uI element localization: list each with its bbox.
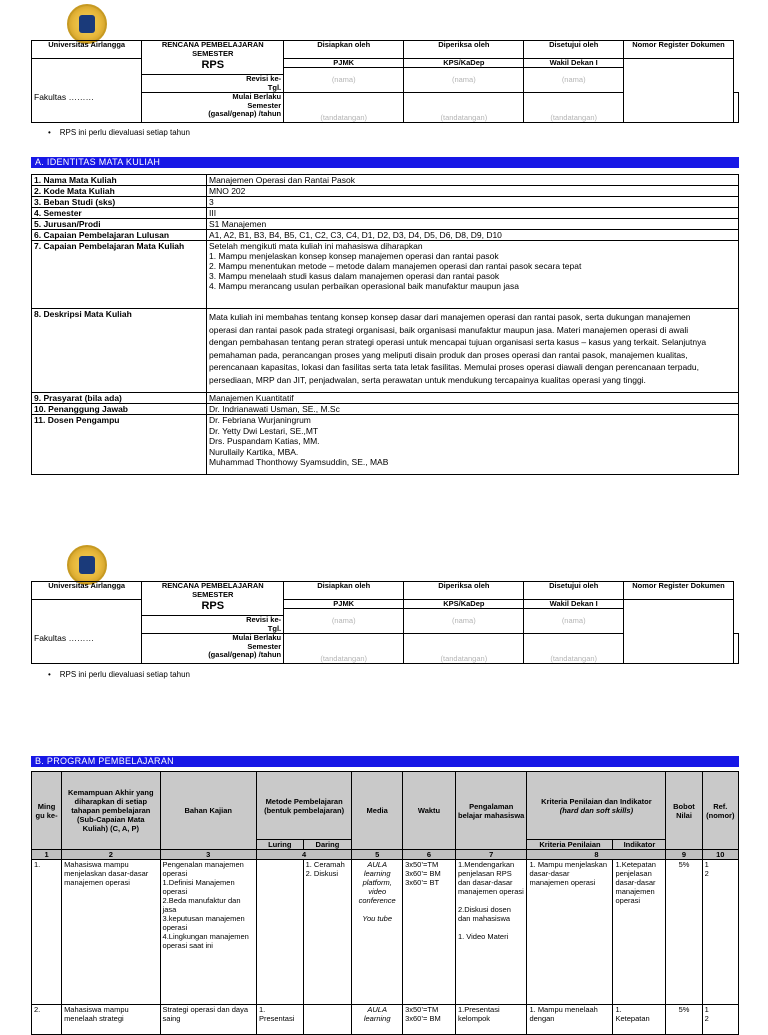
- col-kemampuan: Kemampuan Akhir yang diharapkan di setiap tahapan pembelajaran (Sub-Capaian Mata Kuliah) (C, A, P): [62, 772, 160, 850]
- col-number: 6: [403, 850, 456, 860]
- table-row: [32, 860, 739, 1005]
- week-no: 2.: [32, 1005, 62, 1035]
- kp-cell: 1. Mampu menelaah dengan: [527, 1005, 613, 1035]
- col-waktu: Waktu: [403, 772, 456, 850]
- daring-cell: [303, 1005, 352, 1035]
- pengalaman-cell: 1.Mendengarkan penjelasan RPS dan dasar-dasar manajemen operasi 2.Diskusi dosen dan mahasiswa 1. Video Materi: [455, 860, 527, 1005]
- col-number: 9: [666, 850, 702, 860]
- register-no: Nomor Register Dokumen: [624, 41, 734, 59]
- nama-wakil: (nama): [524, 68, 624, 93]
- col-kriteria: Kriteria Penilaian dan Indikator (hard dan soft skills): [527, 772, 666, 840]
- bahan-cell: Strategi operasi dan daya saing: [160, 1005, 256, 1035]
- col-metode: Metode Pembelajaran (bentuk pembelajaran): [256, 772, 351, 840]
- rps-header-table-2: [31, 581, 739, 664]
- row-value: S1 Manajemen: [207, 219, 739, 230]
- ttd-kps: (tandatangan): [404, 634, 524, 664]
- program-table: [31, 771, 739, 1035]
- col-number: 10: [702, 850, 738, 860]
- revisi-label: Revisi ke- Tgl.: [142, 616, 284, 634]
- prepared-by: Disiapkan oleh: [284, 41, 404, 59]
- col-number: 1: [32, 850, 62, 860]
- row-label: 6. Capaian Pembelajaran Lulusan: [32, 230, 207, 241]
- university-logo: [67, 545, 107, 585]
- rps-header-table-1: [31, 40, 739, 123]
- role-wakil: Wakil Dekan I: [524, 599, 624, 609]
- col-number: 3: [160, 850, 256, 860]
- role-pjmk: PJMK: [284, 58, 404, 68]
- media-cell: AULA learning platform, video conference You tube: [352, 860, 403, 1005]
- row-label: 4. Semester: [32, 208, 207, 219]
- col-bahan: Bahan Kajian: [160, 772, 256, 850]
- doc-type: RENCANA PEMBELAJARAN SEMESTER: [142, 41, 284, 59]
- role-pjmk: PJMK: [284, 599, 404, 609]
- ttd-wakil: (tandatangan): [524, 93, 624, 123]
- nama-kps: (nama): [404, 68, 524, 93]
- prepared-by: Disiapkan oleh: [284, 582, 404, 600]
- table-row: [32, 1005, 739, 1035]
- fakultas: Fakultas ………: [32, 93, 142, 123]
- university-name: Universitas Airlangga: [32, 41, 142, 59]
- row-value: III: [207, 208, 739, 219]
- rps-title: RPS: [142, 58, 284, 75]
- doc-type: RENCANA PEMBELAJARAN SEMESTER: [142, 582, 284, 600]
- luring-cell: [256, 860, 303, 1005]
- ttd-kps: (tandatangan): [404, 93, 524, 123]
- nama-pjmk: (nama): [284, 68, 404, 93]
- col-bobot: Bobot Nilai: [666, 772, 702, 850]
- identitas-table: [31, 174, 739, 475]
- ind-cell: 1.Ketepatan penjelasan dasar-dasar manajemen operasi: [613, 860, 666, 1005]
- col-kp: Kriteria Penilaian: [527, 840, 613, 850]
- revisi-label: Revisi ke- Tgl.: [142, 75, 284, 93]
- kp-cell: 1. Mampu menjelaskan dasar-dasar manajemen operasi: [527, 860, 613, 1005]
- col-ind: Indikator: [613, 840, 666, 850]
- kemampuan-cell: Mahasiswa mampu menelaah strategi: [62, 1005, 160, 1035]
- pj-value: Dr. Indrianawati Usman, SE., M.Sc: [207, 404, 739, 415]
- ind-cell: 1. Ketepatan: [613, 1005, 666, 1035]
- university-logo: [67, 4, 107, 44]
- pengalaman-cell: 1.Presentasi kelompok: [455, 1005, 527, 1035]
- fakultas: Fakultas ………: [32, 634, 142, 664]
- rps-title: RPS: [142, 599, 284, 616]
- col-minggu: Ming gu ke-: [32, 772, 62, 850]
- role-wakil: Wakil Dekan I: [524, 58, 624, 68]
- approved-by: Disetujui oleh: [524, 582, 624, 600]
- media-cell: AULA learning: [352, 1005, 403, 1035]
- ttd-pjmk: (tandatangan): [284, 634, 404, 664]
- row-value: 3: [207, 197, 739, 208]
- col-pengalaman: Pengalaman belajar mahasiswa: [455, 772, 527, 850]
- cpmk-label: 7. Capaian Pembelajaran Mata Kuliah: [32, 241, 207, 309]
- col-media: Media: [352, 772, 403, 850]
- deskripsi-content: Mata kuliah ini membahas tentang konsep konsep dasar dari manajemen operasi dan rantai pasok, serta dukungan manajemen operasi dan rantai pasok pada strategi organisasi, baik organisasi manufaktur maupun jasa. Materi manajemen operasi di awali dengan pembahasan tentang peran strategi operasi untuk mencapai tujuan organisasi serta kasus – kasus yang terkait. Selanjutnya pemahaman pada, perancangan proses yang meliputi disain produk dan proses operasi dan rantai pasok, manajemen kualitas, perencanaan kapasitas, lokasi dan fasilitas serta tata letak fasilitas. Memulai proses operasi diawali dengan perencanaan terpadu, persediaan, MRP dan JIT, penjadwalan, serta perawatan untuk mendukung tercapainya kualitas operasi yang tinggi.: [207, 309, 739, 393]
- ttd-wakil: (tandatangan): [524, 634, 624, 664]
- section-a-title: A. IDENTITAS MATA KULIAH: [31, 157, 739, 168]
- col-luring: Luring: [256, 840, 303, 850]
- ref-cell: 1 2: [702, 860, 738, 1005]
- col-number: 5: [352, 850, 403, 860]
- bahan-cell: Pengenalan manajemen operasi 1.Definisi Manajemen operasi 2.Beda manufaktur dan jasa 3.keputusan manajemen operasi 4.Lingkungan manajemen operasi saat ini: [160, 860, 256, 1005]
- pj-label: 10. Penanggung Jawab: [32, 404, 207, 415]
- row-label: 5. Jurusan/Prodi: [32, 219, 207, 230]
- dosen-list: Dr. Febriana Wurjaningrum Dr. Yetty Dwi Lestari, SE.,MT Drs. Puspandam Katias, MM. Nurullaily Kartika, MBA. Muhammad Thonthowy Syamsuddin, SE., MAB: [207, 415, 739, 475]
- checked-by: Diperiksa oleh: [404, 582, 524, 600]
- row-label: 3. Beban Studi (sks): [32, 197, 207, 208]
- nama-pjmk: (nama): [284, 609, 404, 634]
- nama-kps: (nama): [404, 609, 524, 634]
- mulai-berlaku: Mulai Berlaku Semester (gasal/genap) /tahun: [142, 93, 284, 123]
- university-name: Universitas Airlangga: [32, 582, 142, 600]
- col-number: 4: [256, 850, 351, 860]
- kemampuan-cell: Mahasiswa mampu menjelaskan dasar-dasar manajemen operasi: [62, 860, 160, 1005]
- ref-cell: 1 2: [702, 1005, 738, 1035]
- daring-cell: 1. Ceramah 2. Diskusi: [303, 860, 352, 1005]
- cpmk-content: Setelah mengikuti mata kuliah ini mahasiswa diharapkan 1. Mampu menjelaskan konsep konsep manajemen operasi dan rantai pasok 2. Mampu menentukan metode – metode dalam manajemen operasi dan rantai pasok secara tepat 3. Mampu menelaah studi kasus dalam manajemen operasi dan rantai pasok 4. Mampu merancang usulan perbaikan operasional baik manufaktur maupun jasa: [207, 241, 739, 309]
- ttd-pjmk: (tandatangan): [284, 93, 404, 123]
- row-value: A1, A2, B1, B3, B4, B5, C1, C2, C3, C4, D1, D2, D3, D4, D5, D6, D8, D9, D10: [207, 230, 739, 241]
- col-daring: Daring: [303, 840, 352, 850]
- waktu-cell: 3x50’=TM 3x60’= BM: [403, 1005, 456, 1035]
- row-label: 2. Kode Mata Kuliah: [32, 186, 207, 197]
- bobot-cell: 5%: [666, 860, 702, 1005]
- eval-note: • RPS ini perlu dievaluasi setiap tahun: [48, 670, 191, 679]
- row-value: Manajemen Operasi dan Rantai Pasok: [207, 175, 739, 186]
- col-number: 7: [455, 850, 527, 860]
- row-label: 1. Nama Mata Kuliah: [32, 175, 207, 186]
- week-no: 1.: [32, 860, 62, 1005]
- role-kps: KPS/KaDep: [404, 58, 524, 68]
- register-no: Nomor Register Dokumen: [624, 582, 734, 600]
- role-kps: KPS/KaDep: [404, 599, 524, 609]
- col-ref: Ref. (nomor): [702, 772, 738, 850]
- col-number: 8: [527, 850, 666, 860]
- deskripsi-label: 8. Deskripsi Mata Kuliah: [32, 309, 207, 393]
- dosen-label: 11. Dosen Pengampu: [32, 415, 207, 475]
- section-b-title: B. PROGRAM PEMBELAJARAN: [31, 756, 739, 767]
- eval-note: • RPS ini perlu dievaluasi setiap tahun: [48, 128, 191, 137]
- prasyarat-value: Manajemen Kuantitatif: [207, 393, 739, 404]
- col-number: 2: [62, 850, 160, 860]
- approved-by: Disetujui oleh: [524, 41, 624, 59]
- bobot-cell: 5%: [666, 1005, 702, 1035]
- luring-cell: 1. Presentasi: [256, 1005, 303, 1035]
- nama-wakil: (nama): [524, 609, 624, 634]
- row-value: MNO 202: [207, 186, 739, 197]
- mulai-berlaku: Mulai Berlaku Semester (gasal/genap) /tahun: [142, 634, 284, 664]
- waktu-cell: 3x50’=TM 3x60’= BM 3x60’= BT: [403, 860, 456, 1005]
- prasyarat-label: 9. Prasyarat (bila ada): [32, 393, 207, 404]
- checked-by: Diperiksa oleh: [404, 41, 524, 59]
